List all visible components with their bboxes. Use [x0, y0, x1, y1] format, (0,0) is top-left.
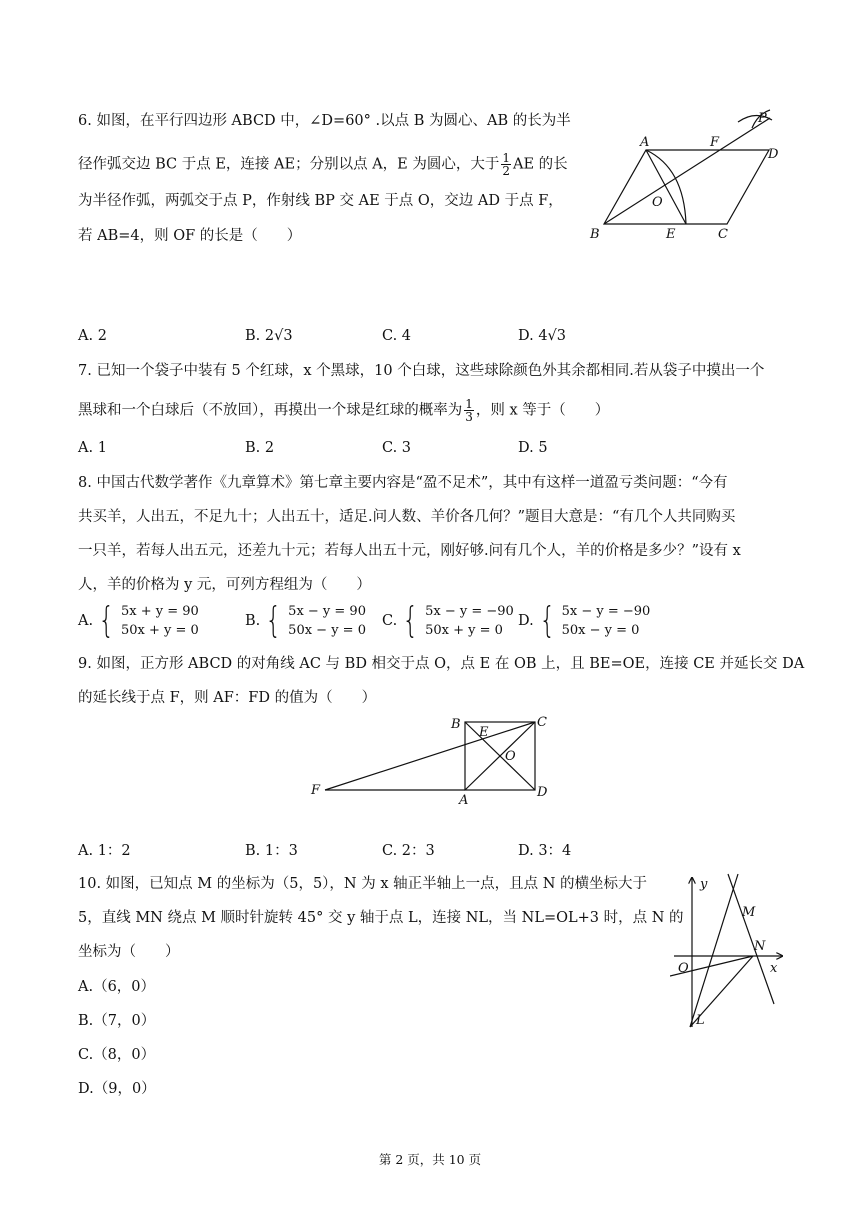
q9-option-a: A. 1：2: [78, 843, 131, 859]
q8-line1: 8. 中国古代数学著作《九章算术》第七章主要内容是“盈不足术”，其中有这样一道盈亏类问题：“今有: [78, 475, 728, 491]
q7-line2: 黑球和一个白球后（不放回），再摸出一个球是红球的概率为 $\frac{1}{3}$ ，则 x 等于（ ）: [78, 397, 610, 424]
label-m: M: [742, 905, 756, 920]
q8-line4: 人，羊的价格为 y 元，可列方程组为（ ）: [78, 577, 371, 593]
label-d: D: [768, 147, 779, 162]
q6-option-a: A. 2: [78, 328, 107, 344]
label-e: E: [479, 725, 489, 740]
q9-line2: 的延长线于点 F，则 AF：FD 的值为（ ）: [78, 690, 377, 706]
q9-option-b: B. 1：3: [245, 843, 298, 859]
q9-line1: 9. 如图，正方形 ABCD 的对角线 AC 与 BD 相交于点 O，点 E 在 OB 上，且 BE=OE，连接 CE 并延长交 DA: [78, 656, 805, 672]
q8-option-d: D. { 5x − y = −90 50x − y = 0: [518, 600, 651, 641]
q7-option-c: C. 3: [382, 440, 412, 456]
q7-option-d: D. 5: [518, 440, 548, 456]
q6-figure: [580, 108, 790, 248]
arc-p1: [738, 115, 772, 122]
label-p: P: [758, 111, 767, 126]
label-f: F: [311, 783, 321, 798]
line-mn: [728, 874, 774, 1004]
q10-option-d: D.（9，0）: [78, 1081, 156, 1097]
q6-fraction: $\frac{1}{2}$: [502, 151, 511, 178]
q8-line3: 一只羊，若每人出五元，还差九十元；若每人出五十元，刚好够.问有几个人，羊的价格是多少？”设有 x: [78, 543, 741, 559]
q10-option-c: C.（8，0）: [78, 1047, 156, 1063]
label-x: x: [770, 961, 778, 976]
q7-option-a: A. 1: [78, 440, 107, 456]
label-f: F: [710, 135, 720, 150]
ray-bp: [604, 118, 770, 224]
q8-option-c: C. { 5x − y = −90 50x + y = 0: [382, 600, 514, 641]
q7-line1: 7. 已知一个袋子中装有 5 个红球，x 个黑球，10 个白球，这些球除颜色外其余都相同.若从袋子中摸出一个: [78, 363, 765, 379]
q8-option-b: B. { 5x − y = 90 50x − y = 0: [245, 600, 366, 641]
label-e: E: [666, 227, 676, 242]
q10-line1: 10. 如图，已知点 M 的坐标为（5，5），N 为 x 轴正半轴上一点，且点 N 的横坐标大于: [78, 876, 648, 892]
label-a: A: [640, 135, 650, 150]
label-d: D: [537, 785, 548, 800]
q9-figure: [305, 710, 555, 810]
q6-line3: 为半径作弧，两弧交于点 P，作射线 BP 交 AE 于点 O，交边 AD 于点 F，: [78, 193, 563, 209]
q8-option-a: A. { 5x + y = 90 50x + y = 0: [78, 600, 199, 641]
label-c: C: [537, 715, 547, 730]
q6-option-b: B. 2√3: [245, 328, 293, 344]
label-b: B: [451, 717, 461, 732]
q7-option-b: B. 2: [245, 440, 275, 456]
q10-option-b: B.（7，0）: [78, 1013, 156, 1029]
page-footer: 第 2 页，共 10 页: [378, 1152, 482, 1167]
label-o: O: [678, 961, 689, 976]
label-o: O: [505, 749, 516, 764]
q6-line1: 6. 如图，在平行四边形 ABCD 中，∠D=60° .以点 B 为圆心、AB 的长为半: [78, 113, 571, 129]
q6-option-c: C. 4: [382, 328, 412, 344]
q9-option-c: C. 2：3: [382, 843, 435, 859]
q10-figure: [670, 872, 790, 1032]
label-o: O: [652, 195, 663, 210]
label-c: C: [718, 227, 728, 242]
parallelogram-abcd: [604, 150, 769, 224]
q6-line2: 径作弧交边 BC 于点 E，连接 AE；分别以点 A，E 为圆心，大于 $\frac{1}{2}$ AE 的长: [78, 151, 568, 178]
q10-line3: 坐标为（ ）: [78, 944, 180, 960]
q10-option-a: A.（6，0）: [78, 979, 156, 995]
label-b: B: [590, 227, 600, 242]
q6-line4: 若 AB=4，则 OF 的长是（ ）: [78, 228, 302, 244]
q10-line2: 5，直线 MN 绕点 M 顺时针旋转 45° 交 y 轴于点 L，连接 NL，当 NL=OL+3 时，点 N 的: [78, 910, 684, 926]
line-ml: [690, 874, 738, 1027]
label-a: A: [459, 793, 469, 808]
q7-fraction: $\frac{1}{3}$: [465, 397, 473, 424]
segment-ae: [646, 150, 686, 224]
label-n: N: [754, 939, 766, 954]
label-l: L: [696, 1013, 705, 1028]
q6-option-d: D. 4√3: [518, 328, 567, 344]
q9-option-d: D. 3：4: [518, 843, 572, 859]
q8-line2: 共买羊，人出五，不足九十；人出五十，适足.问人数、羊价各几何？”题目大意是：“有几个人共同购买: [78, 509, 736, 525]
label-y: y: [700, 877, 708, 892]
line-fc: [325, 722, 535, 790]
